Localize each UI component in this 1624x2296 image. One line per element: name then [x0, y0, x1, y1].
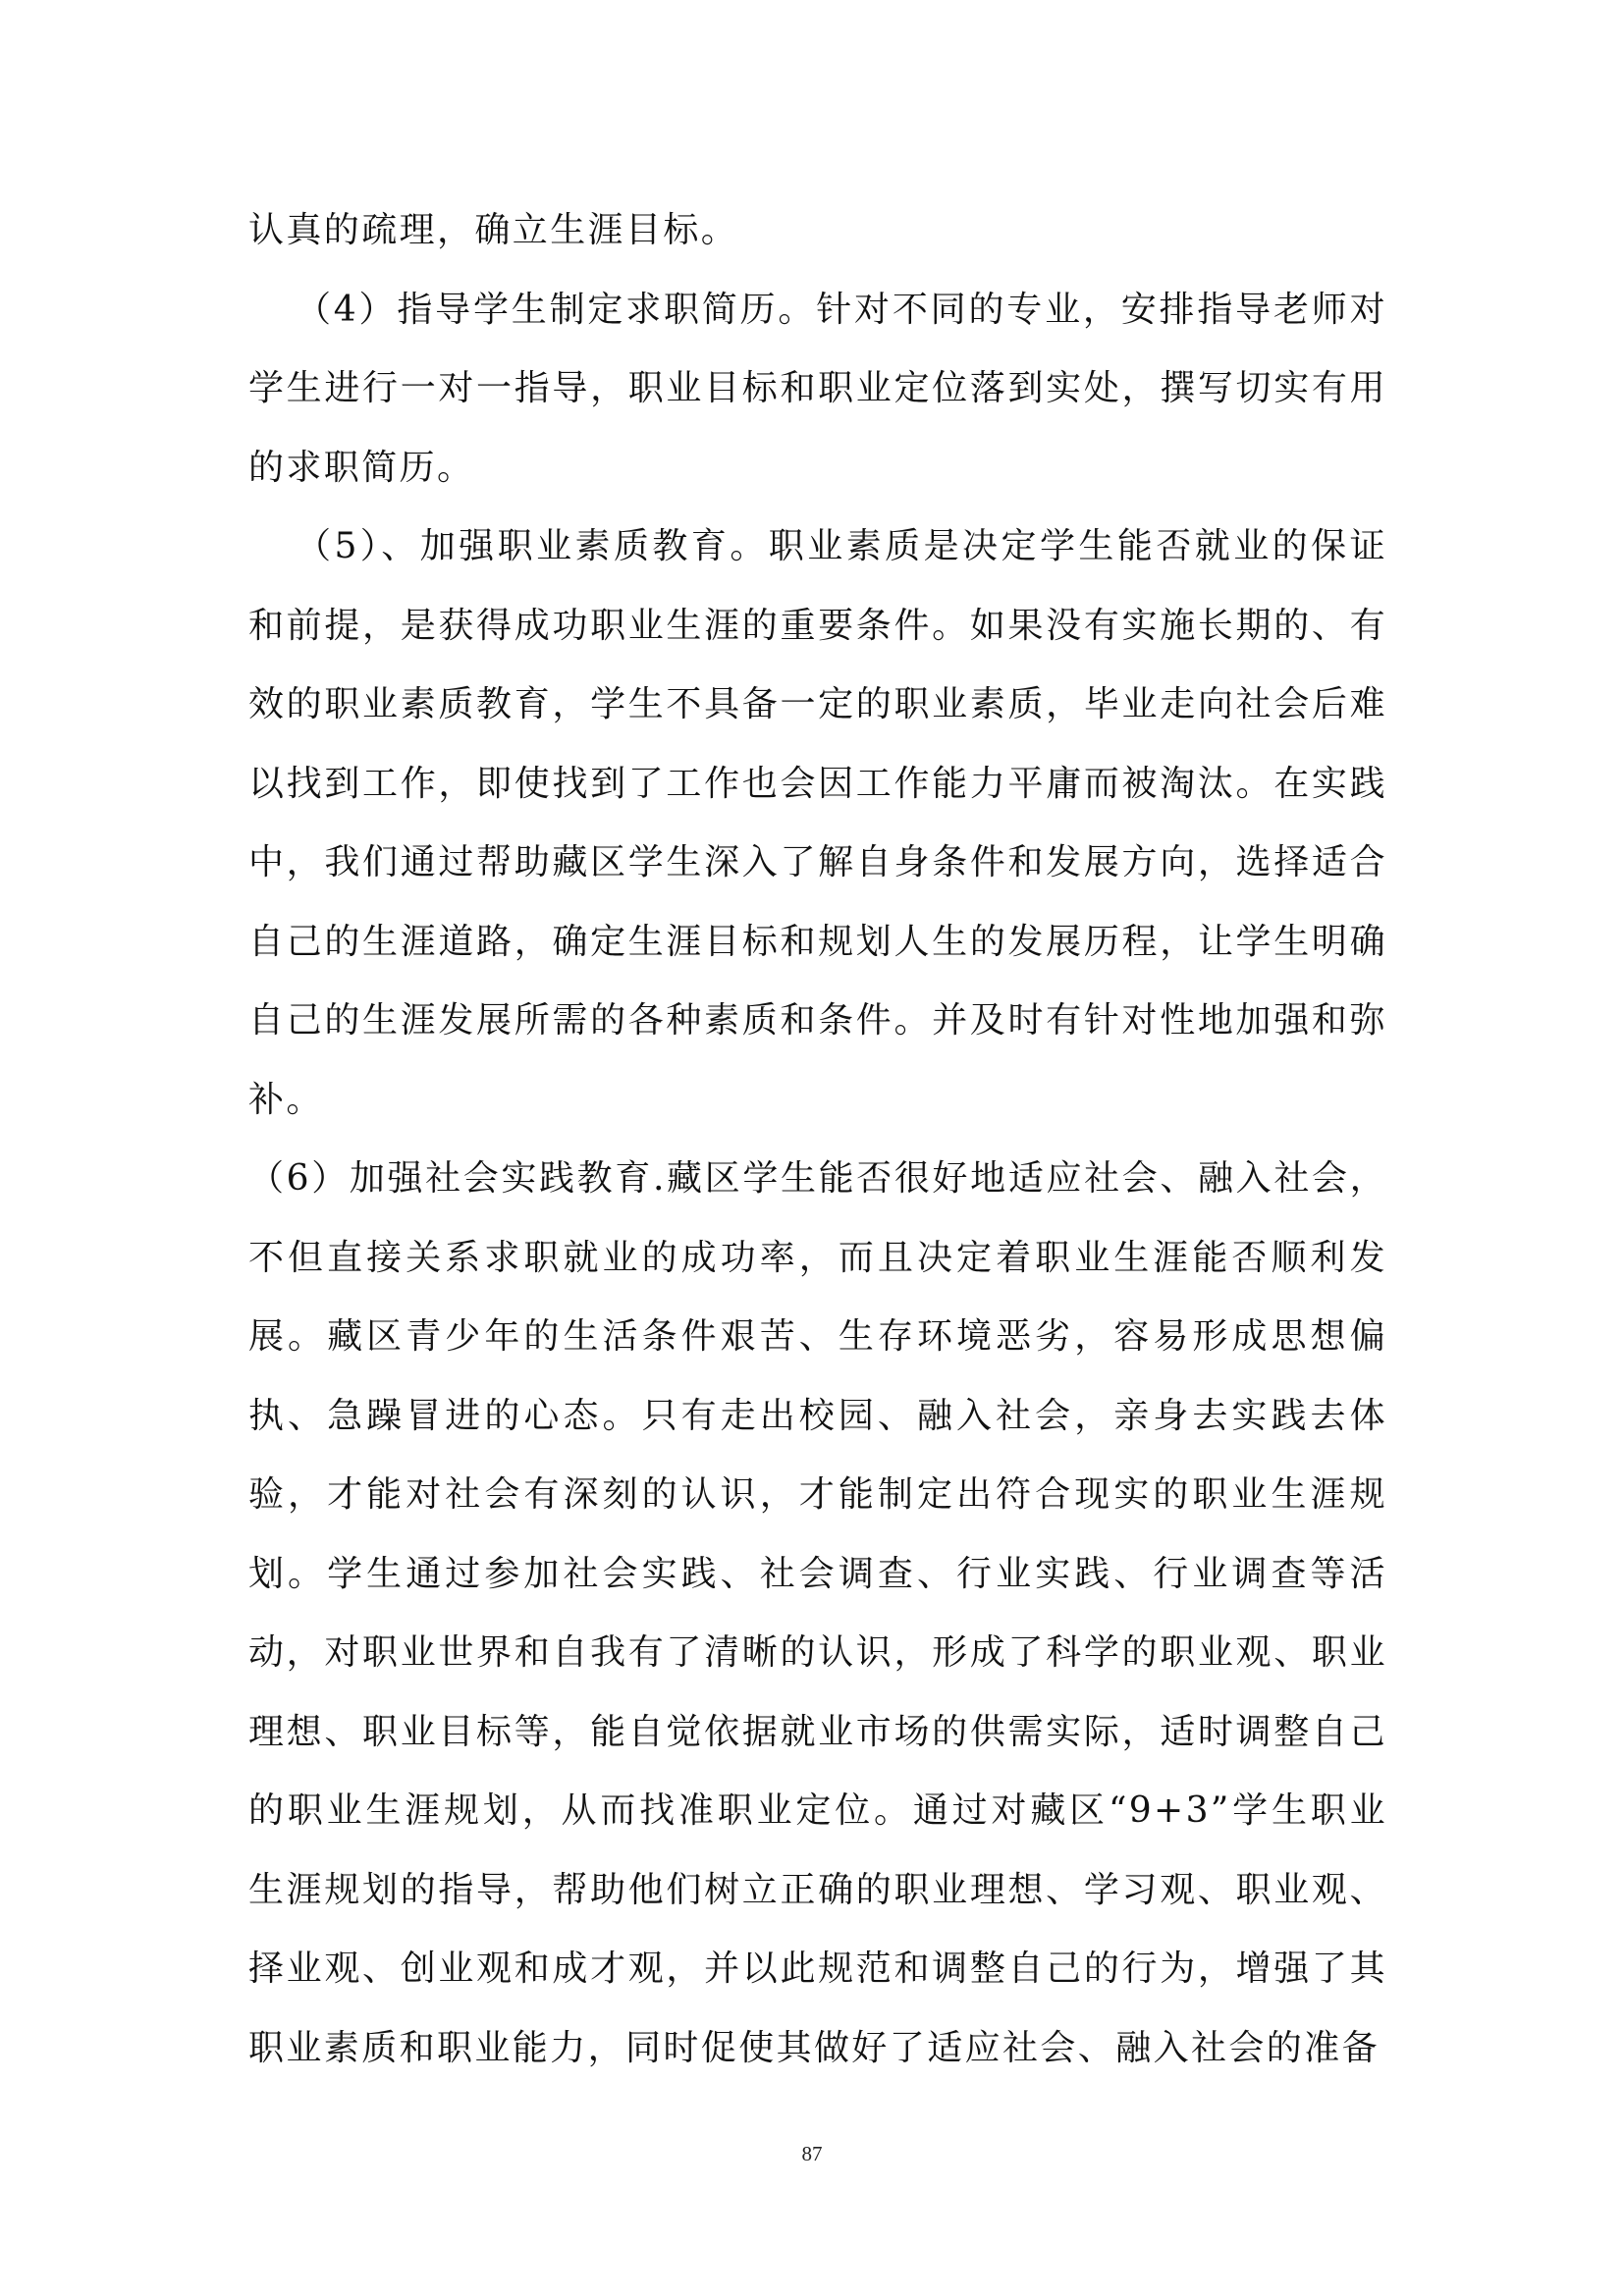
paragraph-item-5: （5）、加强职业素质教育。职业素质是决定学生能否就业的保证和前提，是获得成功职业生涯的重要条件。如果没有实施长期的、有效的职业素质教育，学生不具备一定的职业素质，毕业走向社会后难以找到工作，即使找到了工作也会因工作能力平庸而被淘汰。在实践中，我们通过帮助藏区学生深入了解自身条件和发展方向，选择适合自己的生涯道路，确定生涯目标和规划人生的发展历程，让学生明确自己的生涯发展所需的各种素质和条件。并及时有针对性地加强和弥补。	[248, 526, 1387, 1120]
page-number: 87	[801, 2142, 823, 2165]
paragraph-item-6: （6）加强社会实践教育.藏区学生能否很好地适应社会、融入社会，不但直接关系求职就业的成功率，而且决定着职业生涯能否顺利发展。藏区青少年的生活条件艰苦、生存环境恶劣，容易形成思想偏执、急躁冒进的心态。只有走出校园、融入社会，亲身去实践去体验，才能对社会有深刻的认识，才能制定出符合现实的职业生涯规划。学生通过参加社会实践、社会调查、行业实践、行业调查等活动，对职业世界和自我有了清晰的认识，形成了科学的职业观、职业理想、职业目标等，能自觉依据就业市场的供需实际，适时调整自己的职业生涯规划，从而找准职业定位。通过对藏区“9+3”学生职业生涯规划的指导，帮助他们树立正确的职业理想、学习观、职业观、择业观、创业观和成才观，并以此规范和调整自己的行为，增强了其职业素质和职业能力，同时促使其做好了适应社会、融入社会的准备	[248, 1158, 1387, 2068]
body-text	[248, 191, 1387, 2088]
paragraph-continuation: 认真的疏理，确立生涯目标。	[248, 210, 739, 250]
paragraph-item-4: （4）指导学生制定求职简历。针对不同的专业，安排指导老师对学生进行一对一指导，职业目标和职业定位落到实处，撰写切实有用的求职简历。	[248, 289, 1387, 488]
